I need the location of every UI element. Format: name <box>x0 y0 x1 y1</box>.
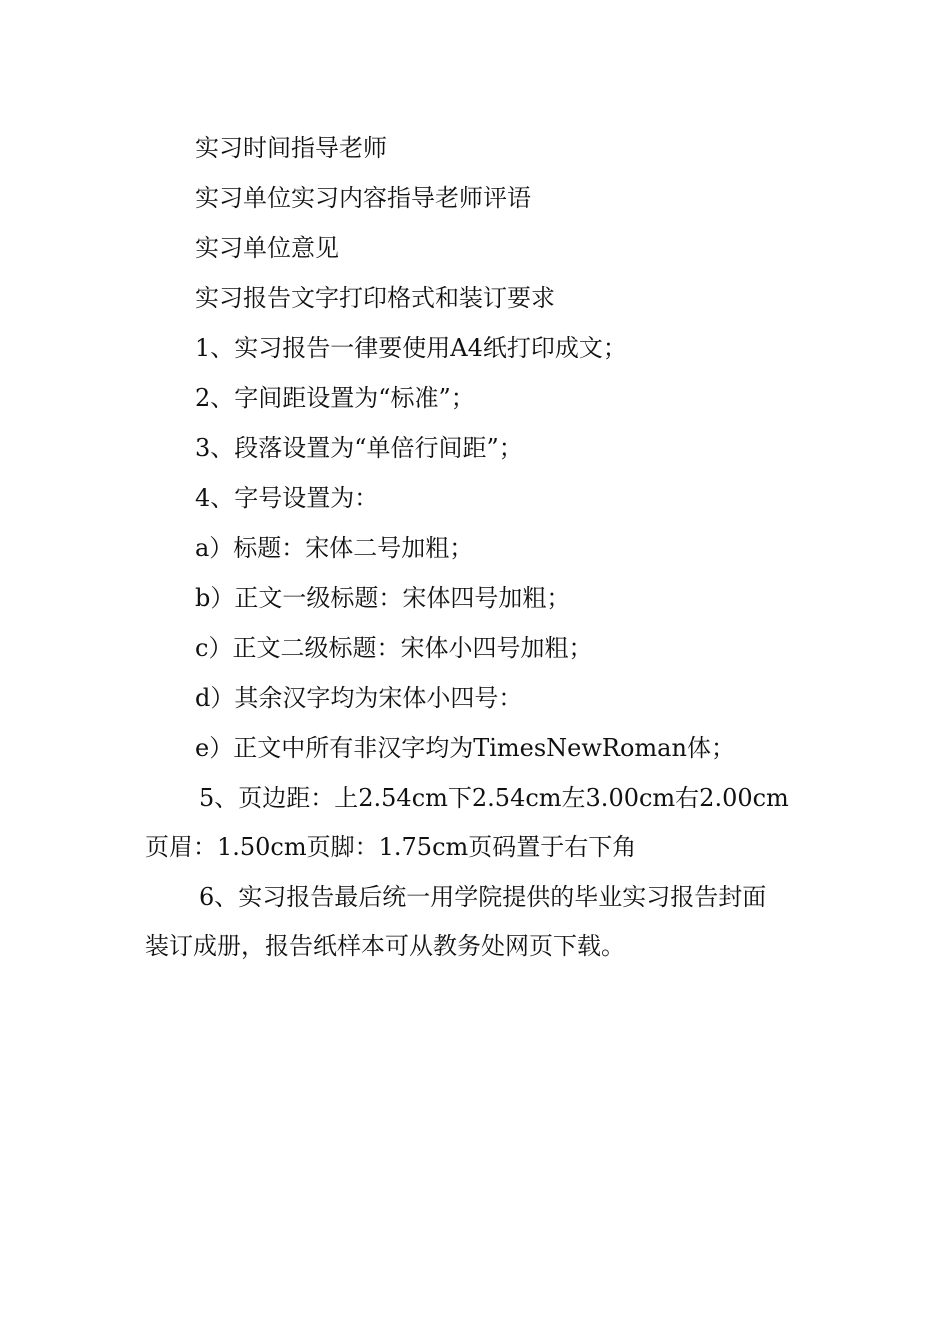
font-rule-c: c）正文二级标题：宋体小四号加粗； <box>195 634 593 662</box>
requirement-2: 2、字间距设置为“标准”； <box>195 384 475 412</box>
requirement-1: 1、实习报告一律要使用A4纸打印成文； <box>195 334 627 362</box>
font-rule-b: b）正文一级标题：宋体四号加粗； <box>195 584 571 612</box>
format-requirements-heading: 实习报告文字打印格式和装订要求 <box>195 284 555 312</box>
requirement-4: 4、字号设置为： <box>195 484 379 512</box>
requirement-5-header-footer: 页眉：1.50cm页脚：1.75cm页码置于右下角 <box>145 833 637 861</box>
requirement-3: 3、段落设置为“单倍行间距”； <box>195 434 523 462</box>
requirement-5-margins: 5、页边距：上2.54cm下2.54cm左3.00cm右2.00cm <box>199 784 789 812</box>
internship-unit-opinion-line: 实习单位意见 <box>195 234 339 262</box>
internship-unit-content-comment-line: 实习单位实习内容指导老师评语 <box>195 184 531 212</box>
requirement-6: 6、实习报告最后统一用学院提供的毕业实习报告封面 <box>199 883 767 911</box>
font-rule-e: e）正文中所有非汉字均为TimesNewRoman体； <box>195 734 735 762</box>
requirement-6-continued: 装订成册，报告纸样本可从教务处网页下载。 <box>145 932 625 960</box>
internship-time-advisor-line: 实习时间指导老师 <box>195 134 387 162</box>
font-rule-a: a）标题：宋体二号加粗； <box>195 534 474 562</box>
font-rule-d: d）其余汉字均为宋体小四号： <box>195 684 523 712</box>
